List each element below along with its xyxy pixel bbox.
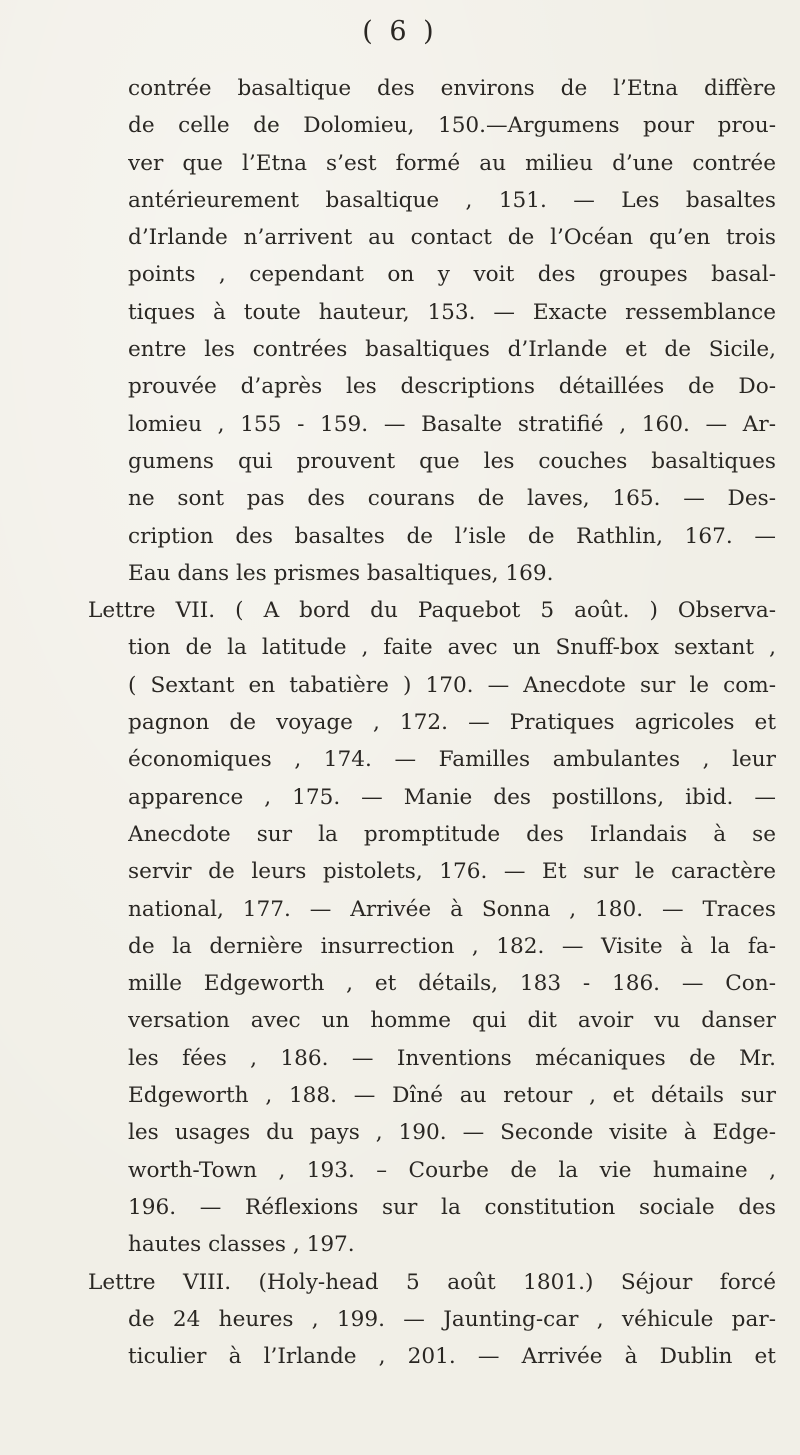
text-line: lomieu , 155 - 159. — Basalte stratifié , 160. — Ar- <box>128 411 776 437</box>
text-line: contrée basaltique des environs de l’Etna diffère <box>128 76 776 101</box>
table-of-contents-text <box>88 70 776 1375</box>
page-number: ( 6 ) <box>362 16 438 47</box>
text-line: ne sont pas des courans de laves, 165. — Des- <box>128 486 776 512</box>
text-line: d’Irlande n’arrivent au contact de l’Océan qu’en trois <box>128 225 776 251</box>
text-line: Lettre VIII. (Holy-head 5 août 1801.) Séjour forcé <box>88 1269 776 1295</box>
text-line: tion de la latitude , faite avec un Snuff-box sextant , <box>128 635 776 661</box>
text-line: mille Edgeworth , et détails, 183 - 186. — Con- <box>128 971 776 997</box>
text-line: 196. — Réflexions sur la constitution sociale des <box>128 1194 776 1220</box>
text-line: les fées , 186. — Inventions mécaniques de Mr. <box>128 1045 776 1071</box>
text-line: apparence , 175. — Manie des postillons, ibid. — <box>128 784 776 810</box>
text-line: de 24 heures , 199. — Jaunting-car , véhicule par- <box>128 1306 776 1332</box>
text-line: économiques , 174. — Familles ambulantes , leur <box>128 747 776 773</box>
text-line: Lettre VII. ( A bord du Paquebot 5 août. ) Observa- <box>88 598 776 624</box>
text-line: Eau dans les prismes basaltiques, 169. <box>128 560 554 586</box>
text-line: national, 177. — Arrivée à Sonna , 180. — Traces <box>128 896 776 922</box>
text-line: de la dernière insurrection , 182. — Visite à la fa- <box>128 933 776 959</box>
text-line: Anecdote sur la promptitude des Irlandais à se <box>128 821 776 847</box>
text-line: ticulier à l’Irlande , 201. — Arrivée à Dublin et <box>128 1344 776 1370</box>
text-line: les usages du pays , 190. — Seconde visite à Edge- <box>128 1120 776 1146</box>
text-line: ( Sextant en tabatière ) 170. — Anecdote sur le com- <box>128 672 776 698</box>
text-line: de celle de Dolomieu, 150.—Argumens pour prou- <box>128 113 776 139</box>
text-line: tiques à toute hauteur, 153. — Exacte ressemblance <box>128 299 776 325</box>
text-line: ver que l’Etna s’est formé au milieu d’une contrée <box>128 150 776 176</box>
text-line: worth-Town , 193. – Courbe de la vie humaine , <box>128 1157 776 1183</box>
text-line: entre les contrées basaltiques d’Irlande et de Sicile, <box>128 337 776 363</box>
text-line: points , cependant on y voit des groupes basal- <box>128 262 776 288</box>
text-line: hautes classes , 197. <box>128 1232 355 1258</box>
text-line: pagnon de voyage , 172. — Pratiques agricoles et <box>128 710 776 736</box>
text-line: servir de leurs pistolets, 176. — Et sur le caractère <box>128 859 776 885</box>
text-line: antérieurement basaltique , 151. — Les basaltes <box>128 187 776 213</box>
text-line: gumens qui prouvent que les couches basaltiques <box>128 448 776 474</box>
text-line: prouvée d’après les descriptions détaillées de Do- <box>128 374 776 400</box>
text-line: cription des basaltes de l’isle de Rathlin, 167. — <box>128 523 776 549</box>
text-line: versation avec un homme qui dit avoir vu danser <box>128 1008 776 1034</box>
text-line: Edgeworth , 188. — Dîné au retour , et détails sur <box>128 1083 776 1109</box>
